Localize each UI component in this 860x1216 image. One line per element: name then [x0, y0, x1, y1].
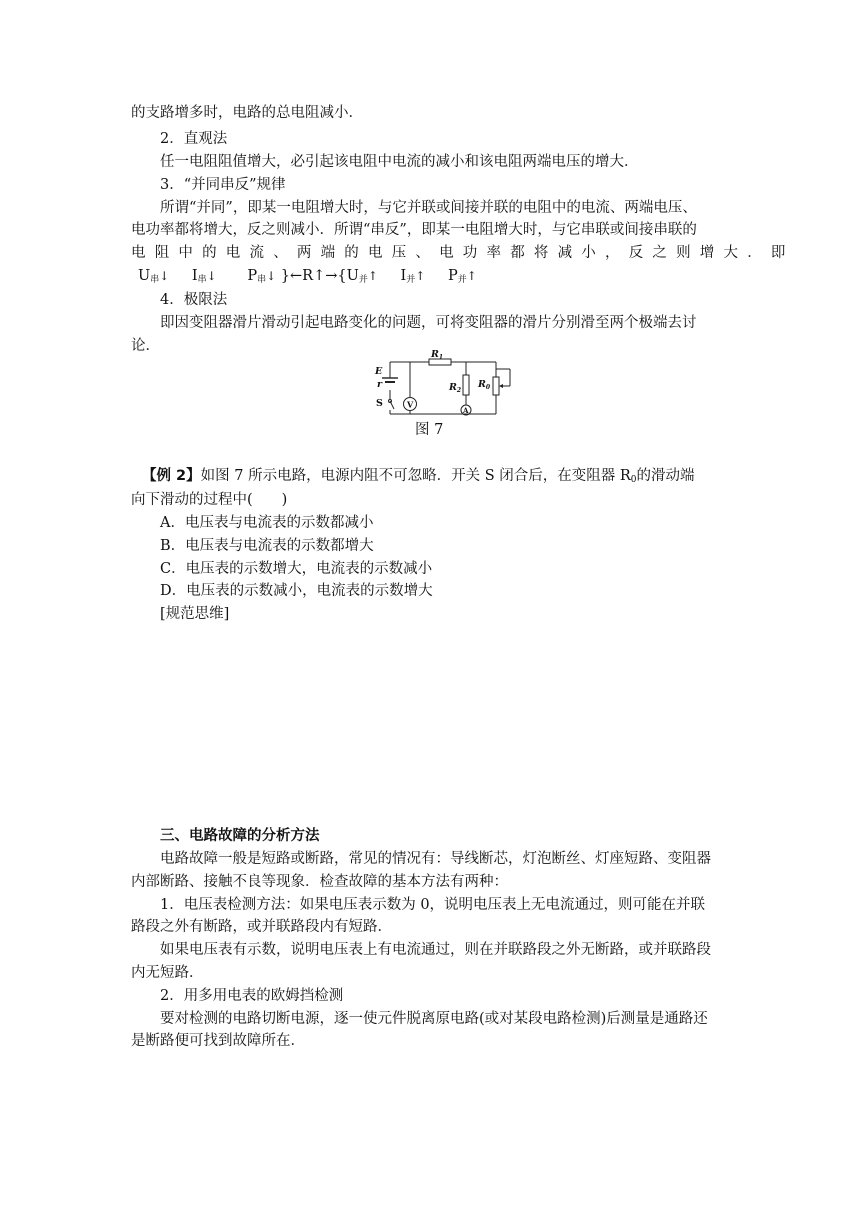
text-line: 是断路便可找到故障所在． [131, 1033, 305, 1049]
text-line: 任一电阻阻值增大，必引起该电阻中电流的减小和该电阻两端电压的增大． [160, 154, 639, 170]
voltmeter-label: V [407, 399, 414, 410]
text-line: 电功率都将增大，反之则减小．所谓“串反”，即某一电阻增大时，与它串联或间接串联的 [131, 222, 697, 238]
text-line: 所谓“并同”，即某一电阻增大时，与它并联或间接并联的电阻中的电流、两端电压、 [160, 200, 697, 216]
label-r: r [377, 379, 383, 390]
text-line: 如果电压表有示数，说明电压表上有电流通过，则在并联路段之外无断路，或并联路段 [160, 942, 711, 958]
option-a: A．电压表与电流表的示数都减小 [160, 515, 374, 531]
option-d: D．电压表的示数减小，电流表的示数增大 [160, 583, 433, 599]
option-b: B．电压表与电流表的示数都增大 [160, 538, 374, 554]
formula-middle: }←R↑→{ [280, 268, 347, 284]
subheading-limit-method: 4．极限法 [160, 292, 228, 308]
formula-i-parallel: $I_并↑$ [400, 268, 426, 285]
label-e: E [375, 366, 383, 377]
subheading-ohmmeter-method: 2．用多用电表的欧姆挡检测 [160, 988, 344, 1004]
label-s: S [376, 398, 383, 409]
text-line: 要对检测的电路切断电源，逐一使元件脱离原电路(或对某段电路检测)后测量是通路还 [160, 1011, 708, 1027]
text-line: 路段之外有断路，或并联路段内有短路． [131, 919, 392, 935]
text-line: 的支路增多时，电路的总电阻减小． [131, 105, 363, 121]
subheading-parallel-series-rule: 3．“并同串反”规律 [160, 177, 286, 193]
figure-caption: 图 7 [415, 422, 444, 438]
ammeter-label: A [463, 406, 469, 415]
subheading-intuitive-method: 2．直观法 [160, 131, 228, 147]
example-question-line1: 【例 2】如图 7 所示电路，电源内阻不可忽略．开关 S 闭合后，在变阻器 $R_0$的滑动端 [142, 468, 695, 485]
circuit-diagram [372, 350, 527, 418]
formula-i-series: $I_串↓$ [191, 268, 217, 285]
text-line: 即因变阻器滑片滑动引起电路变化的问题，可将变阻器的滑片分别滑至两个极端去讨 [160, 315, 697, 331]
text-line: 内无短路． [131, 965, 204, 981]
text-line: 论． [131, 338, 160, 354]
example-question-line2: 向下滑动的过程中( ) [131, 492, 288, 508]
text-line: 1．电压表检测方法：如果电压表示数为 0，说明电压表上无电流通过，则可能在并联 [160, 897, 706, 913]
formula-u-series: $U_串↓$ [138, 268, 170, 285]
label-r0: $R_0$ [478, 379, 491, 391]
text-line: 内部断路、接触不良等现象．检查故障的基本方法有两种： [131, 874, 508, 890]
section-heading: 三、电路故障的分析方法 [160, 828, 320, 844]
option-c: C．电压表的示数增大，电流表的示数减小 [160, 561, 433, 577]
formula-p-parallel: $P_并↑$ [447, 268, 477, 285]
label-r1: $R_1$ [431, 350, 444, 361]
thinking-label: [规范思维] [160, 606, 230, 622]
label-r2: $R_2$ [449, 382, 462, 394]
formula-u-parallel: $U_并↑$ [346, 268, 378, 285]
text-line: 电路故障一般是短路或断路，常见的情况有：导线断芯，灯泡断丝、灯座短路、变阻器 [160, 851, 711, 867]
formula-p-series: $P_串↓$ [247, 268, 277, 285]
example-tag: 【例 2】 [142, 468, 201, 484]
formula-line [138, 266, 477, 290]
text-line: 电阻中的电流、两端的电压、电功率都将减小，反之则增大．即 [131, 245, 795, 261]
